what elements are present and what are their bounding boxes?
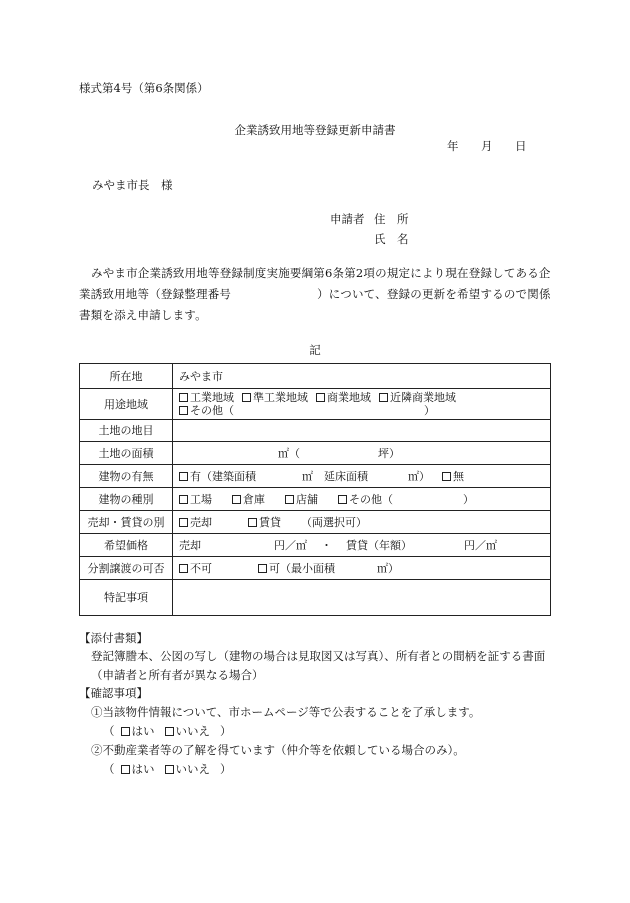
row-notes xyxy=(80,580,551,616)
checkbox-commercial[interactable] xyxy=(316,393,325,402)
sale-option: 売却 xyxy=(190,515,212,529)
building-type-options xyxy=(173,488,551,511)
building-type-warehouse: 倉庫 xyxy=(243,492,265,506)
checkbox-division-no[interactable] xyxy=(179,564,188,573)
confirm2-yes: はい xyxy=(131,762,155,776)
land-category-value[interactable] xyxy=(173,420,551,442)
division-label: 分割譲渡の可否 xyxy=(80,557,173,580)
building-type-close: ） xyxy=(463,492,474,506)
zoning-opt-industrial: 工業地域 xyxy=(190,391,234,404)
choice-paren-close: ） xyxy=(220,724,232,738)
zoning-opt-semi-industrial: 準工業地域 xyxy=(253,391,308,404)
checkbox-warehouse[interactable] xyxy=(232,495,241,504)
form-number: 様式第4号（第6条関係） xyxy=(79,81,209,95)
building-type-store: 店舗 xyxy=(296,492,318,506)
applicant-address-label: 住 所 xyxy=(374,212,409,226)
checkbox-store[interactable] xyxy=(285,495,294,504)
location-value: みやま市 xyxy=(173,364,551,389)
attachments-line2: （申請者と所有者が異なる場合） xyxy=(91,668,264,682)
price-label: 希望価格 xyxy=(80,534,173,557)
building-type-label: 建物の種別 xyxy=(80,488,173,511)
location-label: 所在地 xyxy=(80,364,173,389)
row-division xyxy=(80,557,551,580)
land-area-label: 土地の面積 xyxy=(80,442,173,465)
zoning-opt-neighborhood-commercial: 近隣商業地域 xyxy=(390,391,456,404)
row-land-category xyxy=(80,420,551,442)
confirm-item2: ②不動産業者等の了解を得ています（仲介等を依頼している場合のみ）。 xyxy=(91,743,465,757)
date-month: 月 xyxy=(481,139,493,153)
body-text xyxy=(79,263,551,326)
price-separator: ・ xyxy=(321,538,332,552)
applicant-name-label: 氏 名 xyxy=(374,232,409,246)
row-building-type xyxy=(80,488,551,511)
price-lease-label: 賃貸（年額） xyxy=(346,538,412,552)
page-title: 企業誘致用地等登録更新申請書 xyxy=(234,123,396,137)
checkbox-confirm1-yes[interactable] xyxy=(121,727,130,736)
sale-lease-label: 売却・賃貸の別 xyxy=(80,511,173,534)
land-area-value[interactable] xyxy=(173,442,551,465)
checkbox-zoning-other[interactable] xyxy=(179,406,188,415)
confirm-heading: 【確認事項】 xyxy=(79,686,148,700)
applicant-label: 申請者 xyxy=(330,212,365,226)
checkbox-industrial[interactable] xyxy=(179,393,188,402)
building-type-factory: 工場 xyxy=(190,492,212,506)
date-day: 日 xyxy=(515,139,527,153)
checkbox-lease[interactable] xyxy=(248,518,257,527)
confirm2-no: いいえ xyxy=(175,762,210,776)
building-options xyxy=(173,465,551,488)
row-land-area xyxy=(80,442,551,465)
notes-label: 特記事項 xyxy=(80,580,173,616)
building-unit-close: ㎡） xyxy=(408,469,430,483)
addressee: みやま市長 様 xyxy=(92,178,173,192)
property-table xyxy=(79,363,551,616)
division-no: 不可 xyxy=(190,561,212,575)
division-yes: 可（最小面積 xyxy=(269,561,335,575)
choice-paren-close: ） xyxy=(220,762,232,776)
row-sale-lease xyxy=(80,511,551,534)
building-yes-label: 有（建築面積 xyxy=(190,469,256,483)
checkbox-sale[interactable] xyxy=(179,518,188,527)
zoning-other-close: ） xyxy=(424,404,435,417)
row-price xyxy=(80,534,551,557)
building-no-label: 無 xyxy=(453,469,464,483)
body-text-1: みやま市企業誘致用地等登録制度実施要綱第6条第2項の規定により現在登録してある企業誘致用地等（登録整理番号 xyxy=(79,266,551,301)
division-unit: ㎡） xyxy=(377,561,399,575)
division-options xyxy=(173,557,551,580)
checkbox-semi-industrial[interactable] xyxy=(242,393,251,402)
checkbox-building-yes[interactable] xyxy=(179,472,188,481)
checkbox-division-yes[interactable] xyxy=(258,564,267,573)
checkbox-factory[interactable] xyxy=(179,495,188,504)
checkbox-building-type-other[interactable] xyxy=(338,495,347,504)
building-floor-label: ㎡ 延床面積 xyxy=(302,469,368,483)
body-text-2: ）について、登録の更新を希望するので関係書類を添え申請します。 xyxy=(79,287,551,322)
ki-heading: 記 xyxy=(309,343,321,357)
price-sale-unit: 円／㎡ xyxy=(274,538,307,552)
zoning-opt-other: その他（ xyxy=(190,404,234,417)
confirm1-no: いいえ xyxy=(175,724,210,738)
confirm-item2-choices xyxy=(103,761,232,777)
choice-paren-open: （ xyxy=(103,762,115,776)
checkbox-confirm2-no[interactable] xyxy=(165,765,174,774)
row-zoning xyxy=(80,389,551,420)
checkbox-building-no[interactable] xyxy=(442,472,451,481)
land-area-unit-tsubo: 坪） xyxy=(378,446,400,460)
date-year: 年 xyxy=(447,139,459,153)
price-lease-unit: 円／㎡ xyxy=(464,538,497,552)
zoning-opt-commercial: 商業地域 xyxy=(327,391,371,404)
land-category-label: 土地の地目 xyxy=(80,420,173,442)
land-area-unit-sqm: ㎡（ xyxy=(278,446,300,460)
row-location xyxy=(80,364,551,389)
zoning-label: 用途地域 xyxy=(80,389,173,420)
price-sale-label: 売却 xyxy=(179,538,201,552)
sale-lease-options xyxy=(173,511,551,534)
row-building xyxy=(80,465,551,488)
choice-paren-open: （ xyxy=(103,724,115,738)
building-label: 建物の有無 xyxy=(80,465,173,488)
building-type-other: その他（ xyxy=(349,492,393,506)
lease-option: 賃貸 xyxy=(259,515,281,529)
zoning-options xyxy=(173,389,551,420)
checkbox-confirm2-yes[interactable] xyxy=(121,765,130,774)
notes-value[interactable] xyxy=(173,580,551,616)
sale-lease-note: （両選択可） xyxy=(301,515,367,529)
attachments-line1: 登記簿謄本、公図の写し（建物の場合は見取図又は写真）、所有者との間柄を証する書面 xyxy=(91,649,546,663)
checkbox-confirm1-no[interactable] xyxy=(165,727,174,736)
confirm-item1: ①当該物件情報について、市ホームページ等で公表することを了承します。 xyxy=(91,705,481,719)
confirm1-yes: はい xyxy=(131,724,155,738)
price-values[interactable] xyxy=(173,534,551,557)
checkbox-neighborhood-commercial[interactable] xyxy=(379,393,388,402)
confirm-item1-choices xyxy=(103,723,232,739)
attachments-heading: 【添付書類】 xyxy=(79,631,148,645)
